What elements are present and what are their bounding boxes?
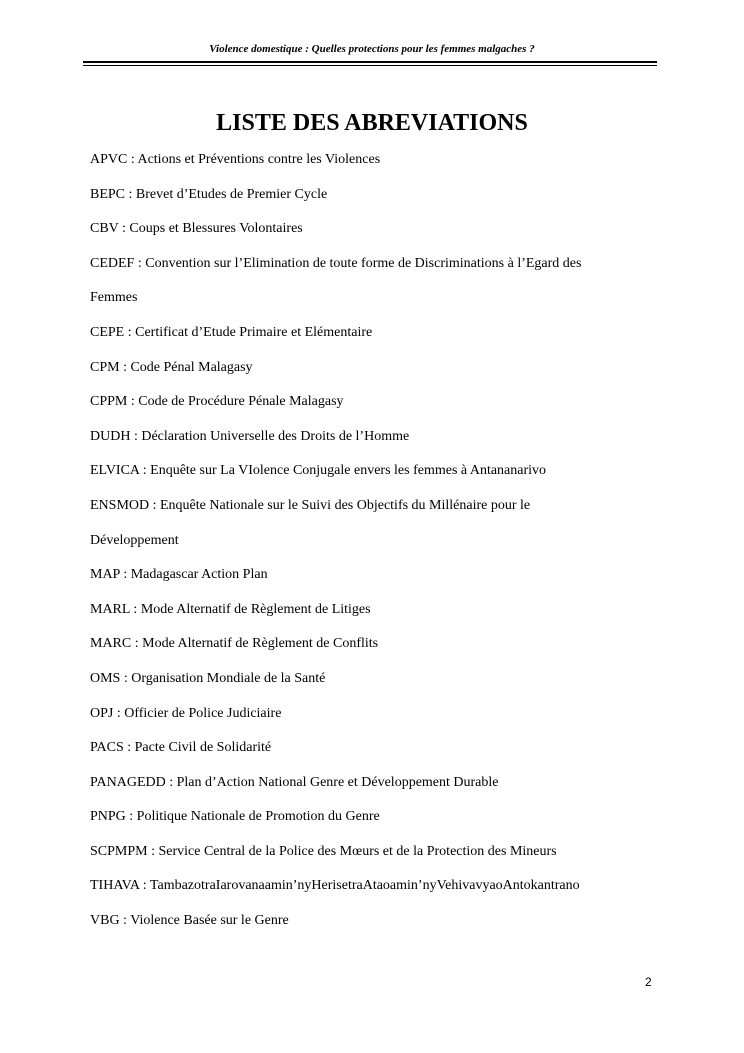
abbreviation-line: Femmes [90,290,138,306]
abbreviation-line: CEDEF : Convention sur l’Elimination de toute forme de Discriminations à l’Egard des [90,255,582,271]
page-title: LISTE DES ABREVIATIONS [216,110,528,136]
abbreviation-line: ENSMOD : Enquête Nationale sur le Suivi des Objectifs du Millénaire pour le [90,497,531,513]
abbreviation-list [90,143,650,939]
abbreviation-line: SCPMPM : Service Central de la Police des Mœurs et de la Protection des Mineurs [90,843,557,859]
abbreviation-line: CEPE : Certificat d’Etude Primaire et Elémentaire [90,324,373,340]
abbreviation-line: OPJ : Officier de Police Judiciaire [90,705,282,721]
abbreviation-line: PANAGEDD : Plan d’Action National Genre et Développement Durable [90,774,499,790]
abbreviation-line: CPPM : Code de Procédure Pénale Malagasy [90,394,344,410]
abbreviation-line: MAP : Madagascar Action Plan [90,567,268,583]
abbreviation-line: PACS : Pacte Civil de Solidarité [90,740,272,756]
abbreviation-line: OMS : Organisation Mondiale de la Santé [90,670,326,686]
abbreviation-line: VBG : Violence Basée sur le Genre [90,913,289,929]
abbreviation-line: APVC : Actions et Préventions contre les Violences [90,152,381,167]
abbreviation-line: MARL : Mode Alternatif de Règlement de Litiges [90,601,371,617]
abbreviation-line: DUDH : Déclaration Universelle des Droits de l’Homme [90,428,410,444]
abbreviation-line: CPM : Code Pénal Malagasy [90,359,253,375]
abbreviation-line: TIHAVA : TambazotraIarovanaamin’nyHerisetraAtaoamin’nyVehivavyaoAntokantrano [90,878,580,894]
abbreviation-line: CBV : Coups et Blessures Volontaires [90,221,303,237]
header-rule-thin [83,65,657,66]
running-header: Violence domestique : Quelles protections pour les femmes malgaches ? [209,43,535,55]
abbreviation-line: MARC : Mode Alternatif de Règlement de Conflits [90,636,379,652]
abbreviation-line: BEPC : Brevet d’Etudes de Premier Cycle [90,186,328,202]
abbreviation-line: PNPG : Politique Nationale de Promotion du Genre [90,809,380,825]
abbreviation-line: Développement [90,532,179,548]
abbreviation-line: ELVICA : Enquête sur La VIolence Conjugale envers les femmes à Antananarivo [90,463,547,479]
page-number: 2 [645,975,652,989]
header-rule-thick [83,61,657,63]
